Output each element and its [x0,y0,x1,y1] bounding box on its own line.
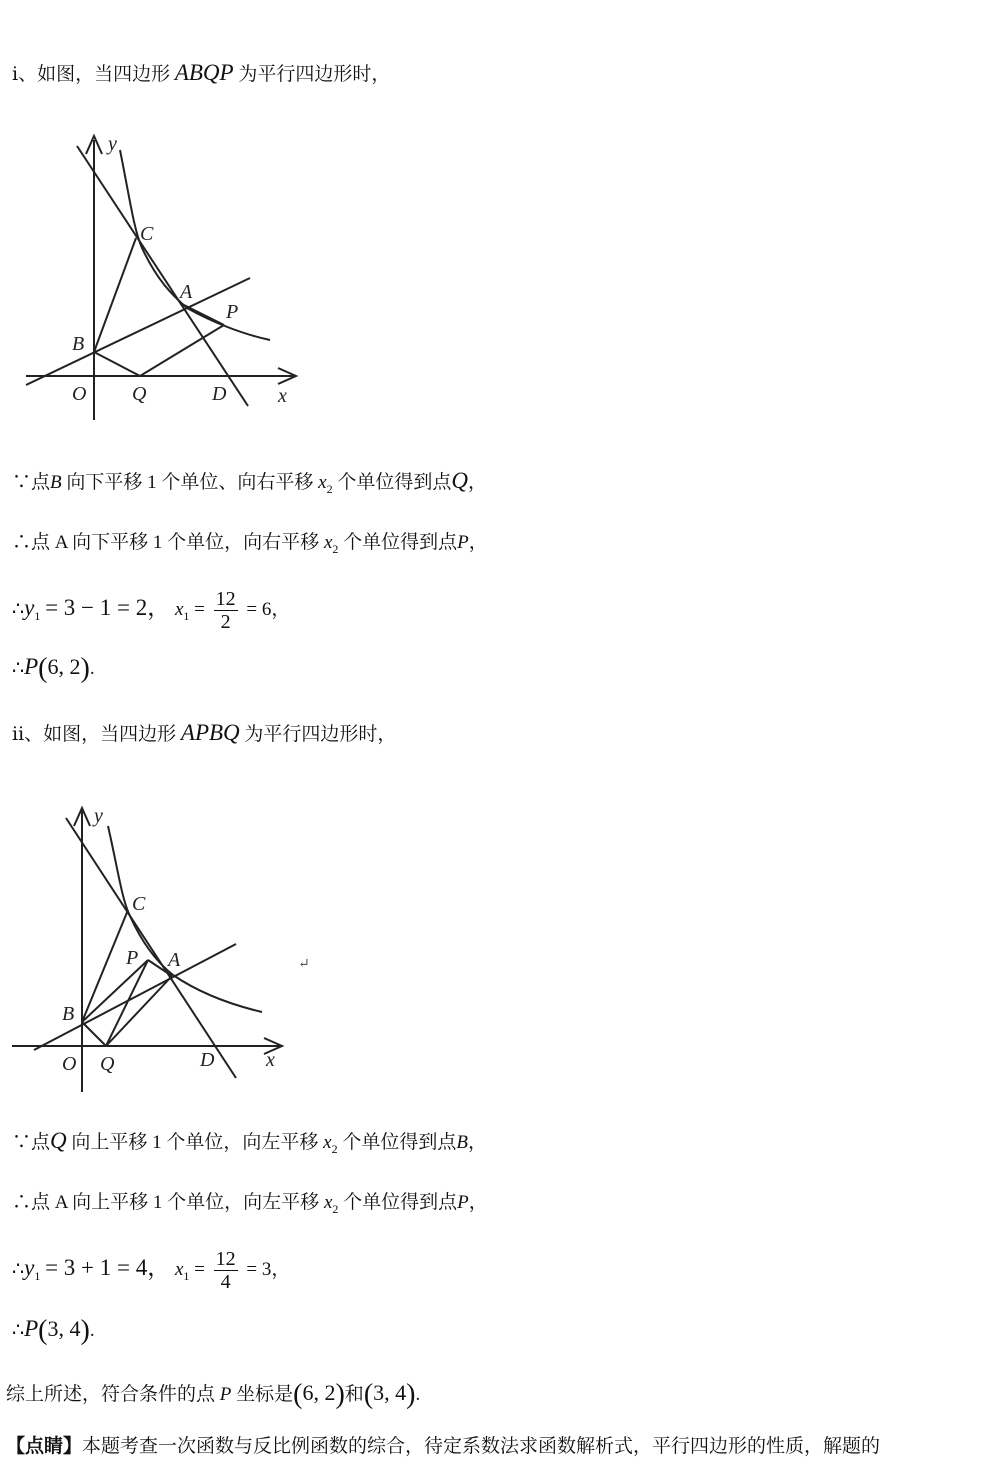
label-o: O [72,383,87,405]
text: 个单位得到点 [342,1132,457,1153]
point-label: P [457,1192,469,1213]
text: ∵点 [12,1132,51,1153]
line-cd [66,818,236,1078]
subscript: 2 [332,542,339,556]
equation: = 3 + 1 = 4， [45,1255,171,1280]
text: 坐标是 [236,1384,294,1405]
point-label: P [457,532,469,553]
label-b: B [72,333,85,355]
point-label: P [24,1316,39,1341]
label-y: y [94,805,103,827]
heading-text: 为平行四边形时， [244,724,397,745]
text: 向上平移 1 个单位，向左平移 [71,1132,319,1153]
label-y: y [108,133,117,155]
var-x: x [323,532,333,553]
case2-calc [12,1244,290,1300]
figure-case2 [8,800,298,1100]
heading-text: ⅰ、如图，当四边形 [12,64,171,85]
point-label: P [219,1384,232,1405]
remark-text: 本题考查一次函数与反比例函数的综合，待定系数法求函数解析式，平行四边形的性质，解题的 [82,1436,881,1457]
text: ， [468,532,488,553]
case2-result: ∴P(3, 4). [12,1315,95,1346]
text: 综上所述，符合条件的点 [6,1384,216,1405]
quadrilateral-name: APBQ [180,720,240,745]
segment-bq [82,1022,106,1046]
text: ， [467,1132,487,1153]
case1-line2 [12,528,488,564]
remark-tag: 【点睛】 [6,1436,83,1457]
label-o: O [62,1053,77,1075]
case1-line1 [12,466,487,504]
point-label: B [50,472,62,493]
label-x: x [278,385,287,407]
point-label: P [24,654,39,679]
label-p: P [126,947,139,969]
segment-bq [94,352,140,376]
point-label: B [456,1132,468,1153]
label-c: C [132,893,146,915]
segment-aq [106,976,172,1046]
subscript: 2 [331,1142,338,1156]
var-x: x [323,1192,333,1213]
text: 个单位得到点 [343,1192,458,1213]
denominator: 4 [220,1271,231,1294]
var-y: y [24,1255,35,1280]
text: 个单位得到点 [337,472,452,493]
text: ∴点 A 向下平移 1 个单位，向右平移 [12,532,320,553]
var-x: x [174,1259,184,1280]
text: ∴点 A 向上平移 1 个单位，向左平移 [12,1192,320,1213]
coordinates: 6, 2 [47,654,81,679]
var-x: x [318,472,327,493]
quadrilateral-name: ABQP [174,60,234,85]
equation: = 3， [246,1259,291,1280]
text: 和 [344,1384,364,1405]
label-x: x [266,1049,275,1071]
equals: = [194,599,205,620]
coordinates: 3, 4 [47,1316,81,1341]
var-x: x [174,599,184,620]
subscript: 2 [332,1202,339,1216]
text: . [89,1320,95,1341]
case1-heading [12,58,390,90]
therefore-symbol: ∴ [12,1259,25,1280]
numerator: 12 [215,1248,236,1271]
heading-text: 为平行四边形时， [238,64,391,85]
point-label: Q [451,468,468,493]
return-mark: ↵ [298,957,310,972]
subscript: 1 [183,1269,190,1283]
label-c: C [140,223,154,245]
subscript: 1 [183,609,190,623]
subscript: 2 [326,482,333,496]
case2-heading [12,718,396,750]
var-y: y [24,595,35,620]
point-label: Q [50,1128,67,1153]
label-q: Q [100,1053,115,1075]
label-p: P [226,301,239,323]
denominator: 2 [220,611,231,634]
therefore-symbol: ∴ [12,658,25,679]
text: ∵点 [12,472,51,493]
text: . [415,1384,421,1405]
case1-calc [12,584,290,640]
label-q: Q [132,383,147,405]
equals: = [194,1259,205,1280]
text: . [89,658,95,679]
case1-result: ∴P(6, 2). [12,653,95,684]
text: 个单位得到点 [343,532,458,553]
segment-ap [184,305,224,325]
figure-case1 [22,130,312,430]
label-a: A [180,281,193,303]
segment-pq [106,960,148,1046]
fraction [214,1248,238,1293]
summary-line: 综上所述，符合条件的点 P 坐标是(6, 2)和(3, 4). [6,1379,421,1410]
case2-line2 [12,1188,488,1224]
text: ， [468,1192,488,1213]
numerator: 12 [215,588,236,611]
label-b: B [62,1003,75,1025]
remark-line [6,1432,880,1462]
heading-text: ⅱ、如图，当四边形 [12,724,177,745]
therefore-symbol: ∴ [12,599,25,620]
text: ， [467,472,487,493]
case2-line1 [12,1126,487,1164]
label-d: D [200,1049,215,1071]
equation: = 6， [246,599,291,620]
text: 向下平移 1 个单位、向右平移 [66,472,314,493]
label-d: D [212,383,227,405]
equation: = 3 − 1 = 2， [45,595,171,620]
subscript: 1 [34,1269,41,1283]
line-cd [77,146,248,406]
var-x: x [323,1132,332,1153]
label-a: A [168,949,181,971]
subscript: 1 [34,609,41,623]
line-ba [26,278,250,385]
coordinates: 6, 2 [302,1380,336,1405]
therefore-symbol: ∴ [12,1320,25,1341]
coordinates: 3, 4 [373,1380,407,1405]
fraction [214,588,238,633]
